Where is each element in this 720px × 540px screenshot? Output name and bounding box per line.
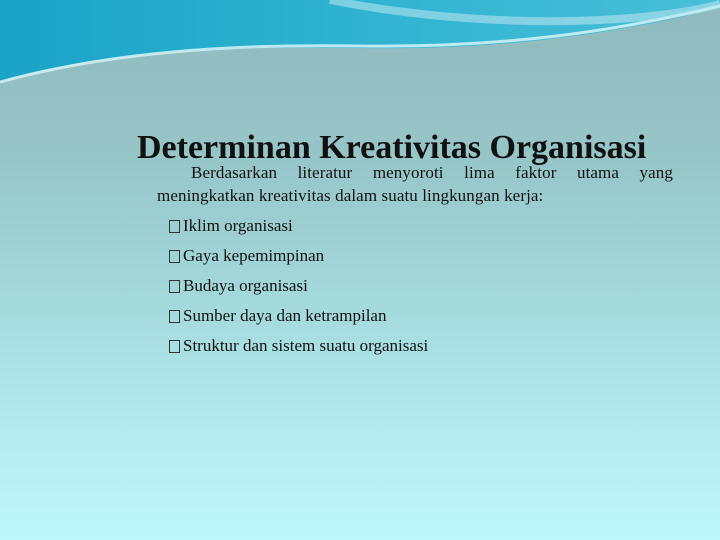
square-bullet-icon bbox=[169, 340, 180, 353]
square-bullet-icon bbox=[169, 310, 180, 323]
list-item bbox=[169, 271, 673, 301]
square-bullet-icon bbox=[169, 250, 180, 263]
slide-title: Determinan Kreativitas Organisasi bbox=[137, 129, 647, 166]
intro-paragraph: Berdasarkan literatur menyoroti lima faktor utama yang meningkatkan kreativitas dalam suatu lingkungan kerja: bbox=[157, 163, 673, 205]
square-bullet-icon bbox=[169, 280, 180, 293]
list-item bbox=[169, 211, 673, 241]
dark-wave-band bbox=[0, 0, 720, 82]
list-item-label: Sumber daya dan ketrampilan bbox=[183, 306, 387, 325]
list-item bbox=[169, 331, 673, 361]
list-item-label: Budaya organisasi bbox=[183, 276, 308, 295]
slide-content bbox=[137, 129, 673, 361]
factor-list bbox=[169, 211, 673, 361]
list-item-label: Gaya kepemimpinan bbox=[183, 246, 325, 265]
square-bullet-icon bbox=[169, 220, 180, 233]
list-item-label: Iklim organisasi bbox=[183, 216, 293, 235]
decorative-top-wave bbox=[0, 0, 720, 90]
list-item bbox=[169, 301, 673, 331]
list-item-label: Struktur dan sistem suatu organisasi bbox=[183, 336, 429, 355]
list-item bbox=[169, 241, 673, 271]
